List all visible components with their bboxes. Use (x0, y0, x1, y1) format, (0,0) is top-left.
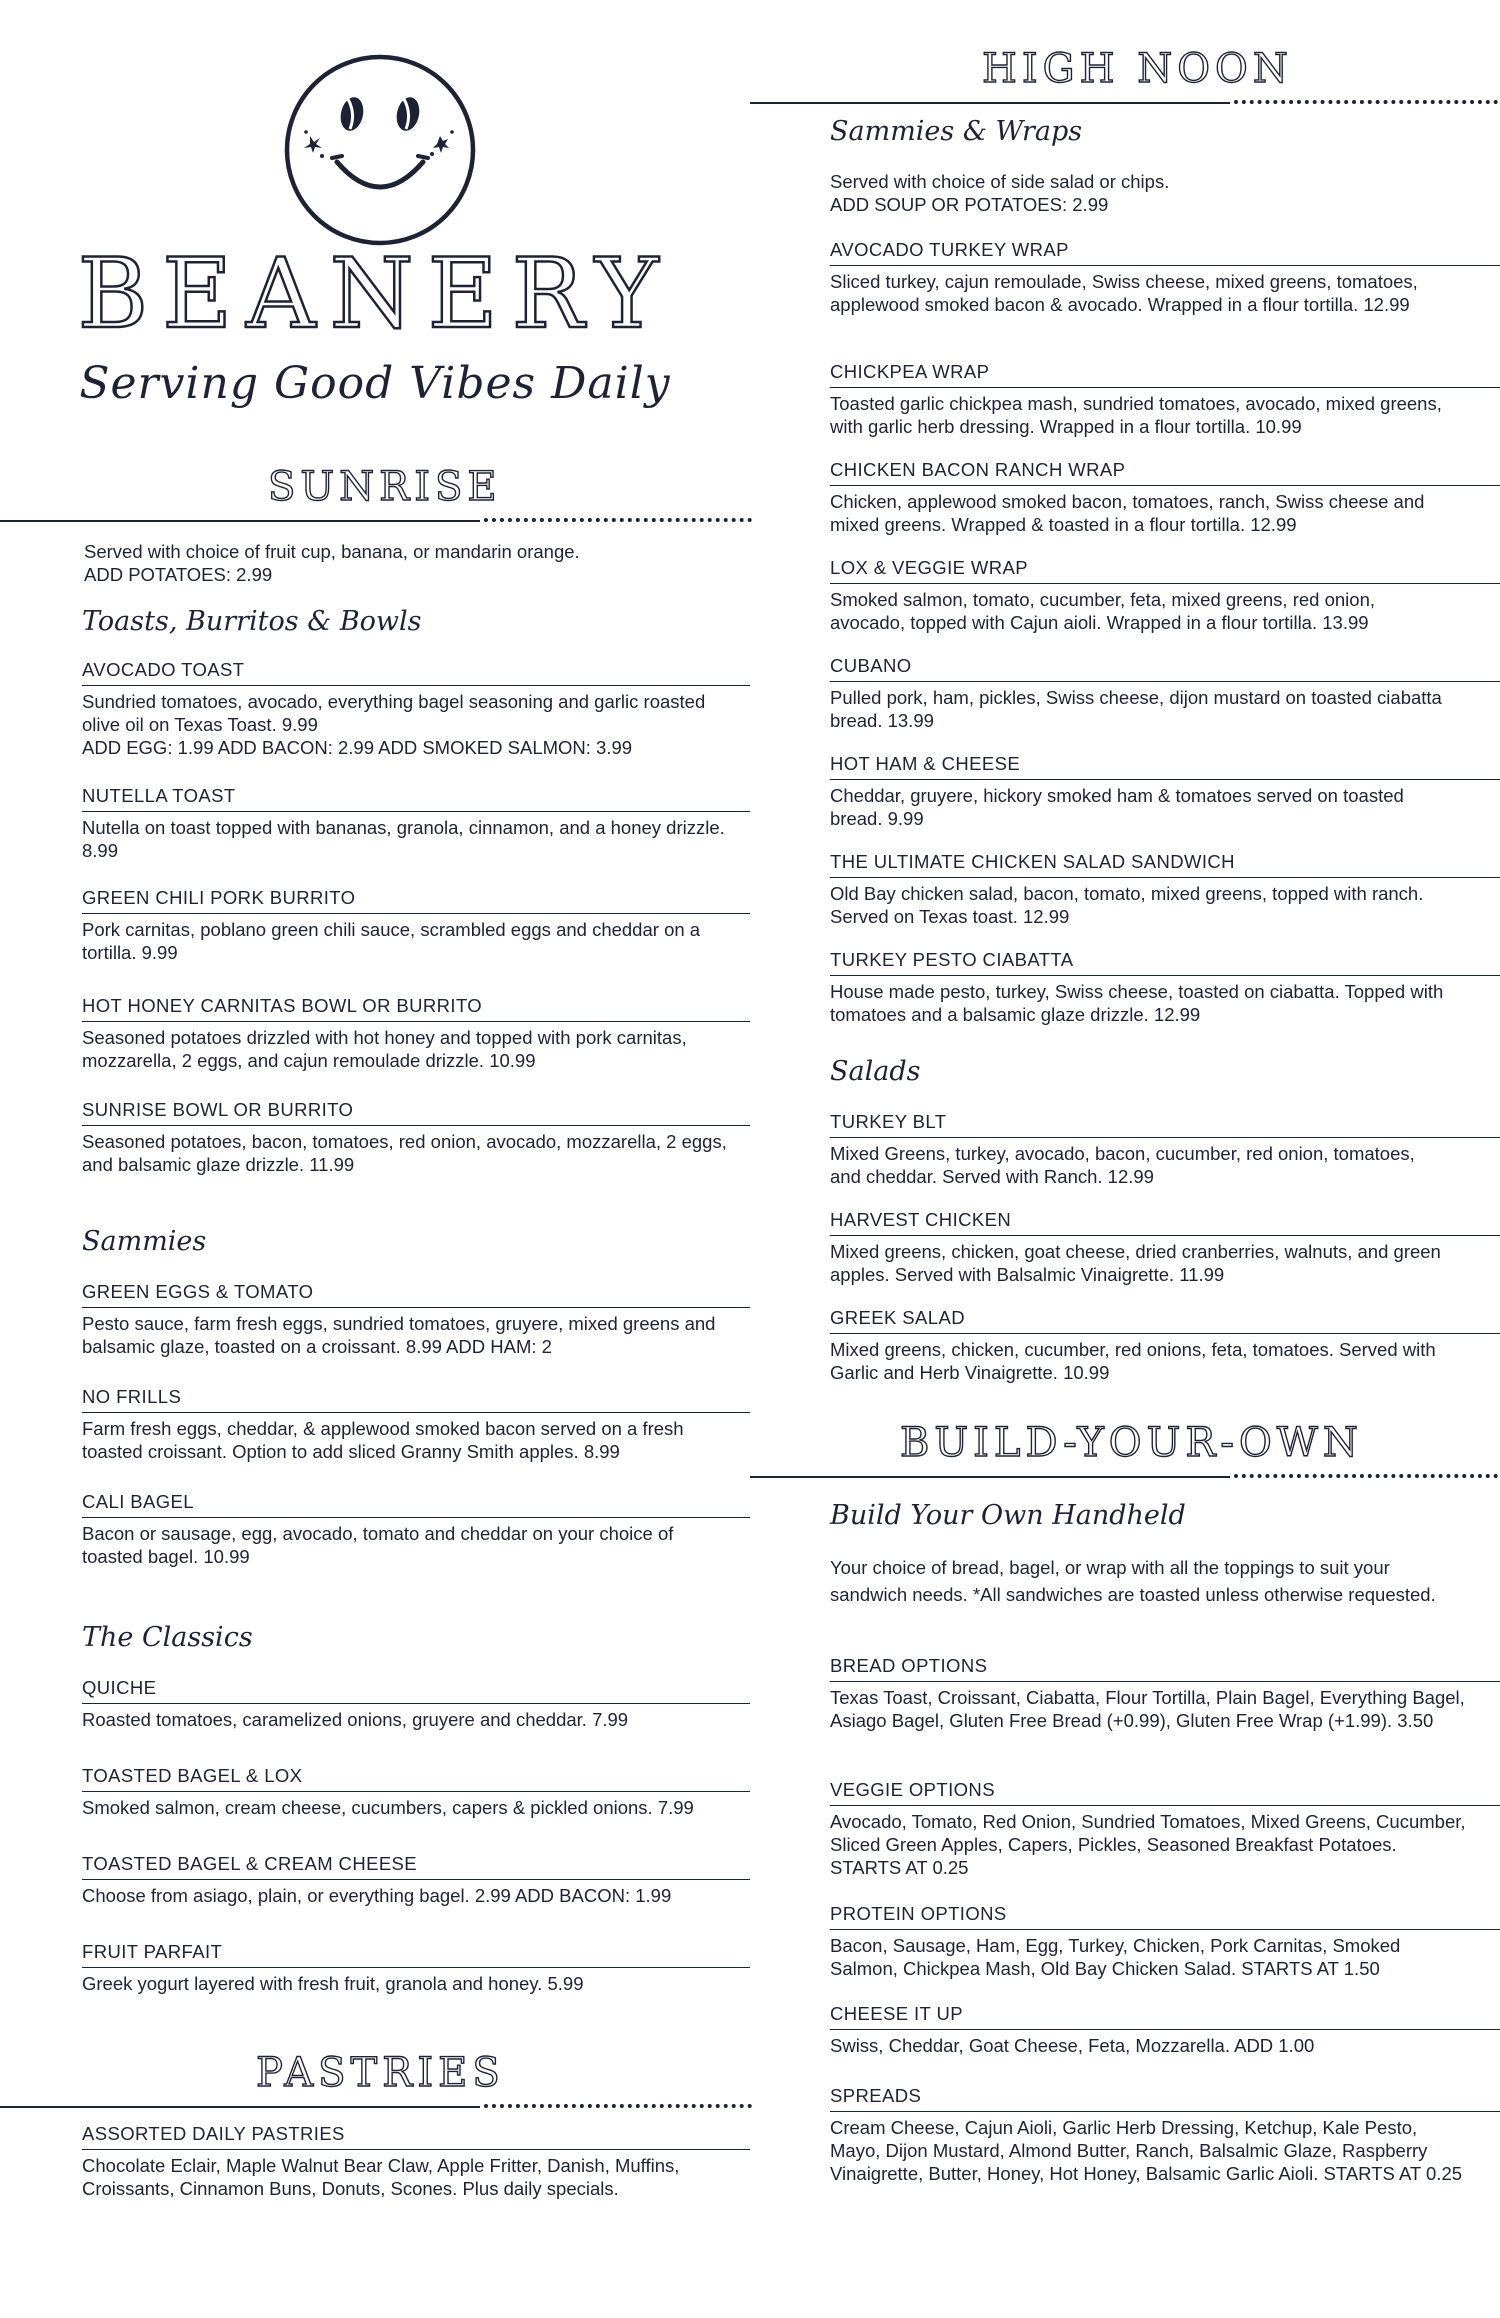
right-column (750, 0, 1500, 2318)
item-name: TURKEY BLT (830, 1110, 1500, 1138)
item-name: LOX & VEGGIE WRAP (830, 556, 1500, 584)
brand-tagline: Serving Good Vibes Daily (79, 358, 671, 409)
item-desc: Bacon, Sausage, Ham, Egg, Turkey, Chicken, Pork Carnitas, Smoked Salmon, Chickpea Mash, Old Bay Chicken Salad. STARTS AT 1.50 (830, 1935, 1401, 1979)
item-name: THE ULTIMATE CHICKEN SALAD SANDWICH (830, 850, 1500, 878)
item-name: HARVEST CHICKEN (830, 1208, 1500, 1236)
smiley-coffee-logo-icon (282, 52, 478, 248)
menu-item (830, 1902, 1500, 1980)
menu-item (82, 1852, 750, 1907)
item-name: GREEN EGGS & TOMATO (82, 1280, 750, 1308)
item-name: CHICKEN BACON RANCH WRAP (830, 458, 1500, 486)
subhead-toasts: Toasts, Burritos & Bowls (82, 606, 422, 637)
item-name: TOASTED BAGEL & LOX (82, 1764, 750, 1792)
menu-item (82, 658, 750, 759)
menu-item (82, 886, 750, 964)
item-desc: Greek yogurt layered with fresh fruit, granola and honey. 5.99 (82, 1973, 584, 1994)
subhead-classics: The Classics (82, 1622, 253, 1653)
section-rule (750, 102, 1230, 104)
item-desc: Farm fresh eggs, cheddar, & applewood smoked bacon served on a fresh toasted croissant. Option to add sliced Granny Smith apples. 8.99 (82, 1418, 684, 1462)
item-desc: Smoked salmon, cream cheese, cucumbers, capers & pickled onions. 7.99 (82, 1797, 694, 1818)
item-name: AVOCADO TURKEY WRAP (830, 238, 1500, 266)
sunrise-note: Served with choice of fruit cup, banana, or mandarin orange. ADD POTATOES: 2.99 (84, 541, 580, 585)
menu-item (82, 1764, 750, 1819)
menu-item (82, 1676, 750, 1731)
item-name: TOASTED BAGEL & CREAM CHEESE (82, 1852, 750, 1880)
subhead-build-handheld: Build Your Own Handheld (830, 1500, 1186, 1531)
menu-item (830, 850, 1500, 928)
menu-item (82, 784, 750, 862)
section-title-build-your-own: BUILD-YOUR-OWN (900, 1420, 1363, 1466)
menu-item (830, 556, 1500, 634)
item-desc: Toasted garlic chickpea mash, sundried tomatoes, avocado, mixed greens, with garlic herb dressing. Wrapped in a flour tortilla. 10.99 (830, 393, 1442, 437)
menu-item (830, 1654, 1500, 1732)
menu-item (830, 1110, 1500, 1188)
item-name: TURKEY PESTO CIABATTA (830, 948, 1500, 976)
item-desc: Smoked salmon, tomato, cucumber, feta, mixed greens, red onion, avocado, topped with Cajun aioli. Wrapped in a flour tortilla. 13.99 (830, 589, 1376, 633)
item-desc: Texas Toast, Croissant, Ciabatta, Flour Tortilla, Plain Bagel, Everything Bagel, Asiago Bagel, Gluten Free Bread (+0.99), Gluten Free Wrap (+1.99). 3.50 (830, 1687, 1465, 1731)
section-rule (750, 1476, 1230, 1478)
sammies-wraps-note: Served with choice of side salad or chips. ADD SOUP OR POTATOES: 2.99 (830, 171, 1170, 215)
item-name: AVOCADO TOAST (82, 658, 750, 686)
section-rule-dotted (484, 518, 752, 522)
item-name: GREEK SALAD (830, 1306, 1500, 1334)
item-name: GREEN CHILI PORK BURRITO (82, 886, 750, 914)
item-name: PROTEIN OPTIONS (830, 1902, 1500, 1930)
menu-item (830, 654, 1500, 732)
menu-item (830, 2002, 1500, 2057)
item-name: NUTELLA TOAST (82, 784, 750, 812)
section-title-pastries: PASTRIES (256, 2050, 505, 2096)
menu-item (830, 1778, 1500, 1879)
menu-item (830, 948, 1500, 1026)
item-name: CUBANO (830, 654, 1500, 682)
subhead-salads: Salads (830, 1056, 921, 1087)
build-your-own-note: Your choice of bread, bagel, or wrap with all the toppings to suit your sandwich needs. *All sandwiches are toasted unless otherwise requested. (830, 1557, 1436, 1605)
item-name: HOT HAM & CHEESE (830, 752, 1500, 780)
menu-item (830, 2084, 1500, 2185)
item-name: CALI BAGEL (82, 1490, 750, 1518)
item-name: SPREADS (830, 2084, 1500, 2112)
menu-item (82, 1098, 750, 1176)
section-header-build-your-own (750, 1420, 1500, 1480)
item-desc: Nutella on toast topped with bananas, granola, cinnamon, and a honey drizzle. 8.99 (82, 817, 725, 861)
item-desc: Mixed greens, chicken, cucumber, red onions, feta, tomatoes. Served with Garlic and Herb Vinaigrette. 10.99 (830, 1339, 1436, 1383)
item-name: BREAD OPTIONS (830, 1654, 1500, 1682)
item-desc: Cheddar, gruyere, hickory smoked ham & tomatoes served on toasted bread. 9.99 (830, 785, 1404, 829)
item-name: SUNRISE BOWL OR BURRITO (82, 1098, 750, 1126)
item-name: CHEESE IT UP (830, 2002, 1500, 2030)
menu-item (830, 1208, 1500, 1286)
section-header-pastries (0, 2050, 750, 2110)
menu-item (82, 1280, 750, 1358)
item-name: ASSORTED DAILY PASTRIES (82, 2122, 750, 2150)
menu-item (830, 1306, 1500, 1384)
item-desc: Seasoned potatoes drizzled with hot honey and topped with pork carnitas, mozzarella, 2 eggs, and cajun remoulade drizzle. 10.99 (82, 1027, 687, 1071)
item-desc: Cream Cheese, Cajun Aioli, Garlic Herb Dressing, Ketchup, Kale Pesto, Mayo, Dijon Mustard, Almond Butter, Ranch, Balsalmic Glaze, Raspberry Vinaigrette, Butter, Honey, Hot Honey, Balsamic Garlic Aioli. STARTS AT 0.25 (830, 2117, 1463, 2184)
item-name: VEGGIE OPTIONS (830, 1778, 1500, 1806)
section-title-sunrise: SUNRISE (268, 464, 502, 510)
menu-item (82, 1940, 750, 1995)
menu-item (830, 458, 1500, 536)
item-desc: Chocolate Eclair, Maple Walnut Bear Claw, Apple Fritter, Danish, Muffins, Croissants, Cinnamon Buns, Donuts, Scones. Plus daily specials. (82, 2155, 680, 2199)
item-name: NO FRILLS (82, 1385, 750, 1413)
menu-item (82, 1385, 750, 1463)
item-desc: Pesto sauce, farm fresh eggs, sundried tomatoes, gruyere, mixed greens and balsamic glaze, toasted on a croissant. 8.99 ADD HAM: 2 (82, 1313, 716, 1357)
item-desc: Sundried tomatoes, avocado, everything bagel seasoning and garlic roasted olive oil on Texas Toast. 9.99 ADD EGG: 1.99 ADD BACON: 2.99 ADD SMOKED SALMON: 3.99 (82, 691, 706, 758)
item-name: HOT HONEY CARNITAS BOWL OR BURRITO (82, 994, 750, 1022)
section-rule-dotted (1234, 100, 1498, 104)
menu-item (82, 1490, 750, 1568)
menu-item (830, 360, 1500, 438)
subhead-sammies-wraps: Sammies & Wraps (830, 116, 1083, 147)
section-rule-dotted (1234, 1474, 1498, 1478)
item-desc: House made pesto, turkey, Swiss cheese, toasted on ciabatta. Topped with tomatoes and a balsamic glaze drizzle. 12.99 (830, 981, 1444, 1025)
section-rule-dotted (484, 2104, 752, 2108)
item-desc: Avocado, Tomato, Red Onion, Sundried Tomatoes, Mixed Greens, Cucumber, Sliced Green Apples, Capers, Pickles, Seasoned Breakfast Potatoes. STARTS AT 0.25 (830, 1811, 1466, 1878)
item-name: CHICKPEA WRAP (830, 360, 1500, 388)
section-header-sunrise (0, 464, 750, 524)
item-desc: Old Bay chicken salad, bacon, tomato, mixed greens, topped with ranch. Served on Texas toast. 12.99 (830, 883, 1424, 927)
item-desc: Swiss, Cheddar, Goat Cheese, Feta, Mozzarella. ADD 1.00 (830, 2035, 1315, 2056)
item-desc: Chicken, applewood smoked bacon, tomatoes, ranch, Swiss cheese and mixed greens. Wrapped & toasted in a flour tortilla. 12.99 (830, 491, 1425, 535)
section-rule (0, 2106, 480, 2108)
item-desc: Pulled pork, ham, pickles, Swiss cheese, dijon mustard on toasted ciabatta bread. 13.99 (830, 687, 1442, 731)
menu-item (82, 994, 750, 1072)
section-rule (0, 520, 480, 522)
item-desc: Mixed greens, chicken, goat cheese, dried cranberries, walnuts, and green apples. Served with Balsalmic Vinaigrette. 11.99 (830, 1241, 1441, 1285)
brand-name: BEANERY (77, 238, 673, 350)
item-desc: Pork carnitas, poblano green chili sauce, scrambled eggs and cheddar on a tortilla. 9.99 (82, 919, 701, 963)
item-desc: Mixed Greens, turkey, avocado, bacon, cucumber, red onion, tomatoes, and cheddar. Served with Ranch. 12.99 (830, 1143, 1415, 1187)
item-name: FRUIT PARFAIT (82, 1940, 750, 1968)
item-desc: Roasted tomatoes, caramelized onions, gruyere and cheddar. 7.99 (82, 1709, 629, 1730)
item-desc: Sliced turkey, cajun remoulade, Swiss cheese, mixed greens, tomatoes, applewood smoked bacon & avocado. Wrapped in a flour tortilla. 12.99 (830, 271, 1418, 315)
menu-item (830, 238, 1500, 316)
item-desc: Bacon or sausage, egg, avocado, tomato and cheddar on your choice of toasted bagel. 10.99 (82, 1523, 674, 1567)
item-name: QUICHE (82, 1676, 750, 1704)
section-title-high-noon: HIGH NOON (982, 46, 1293, 92)
section-header-high-noon (750, 46, 1500, 106)
menu-item (82, 2122, 750, 2200)
item-desc: Seasoned potatoes, bacon, tomatoes, red onion, avocado, mozzarella, 2 eggs, and balsamic glaze drizzle. 11.99 (82, 1131, 727, 1175)
item-desc: Choose from asiago, plain, or everything bagel. 2.99 ADD BACON: 1.99 (82, 1885, 672, 1906)
subhead-sammies: Sammies (82, 1226, 207, 1257)
menu-item (830, 752, 1500, 830)
